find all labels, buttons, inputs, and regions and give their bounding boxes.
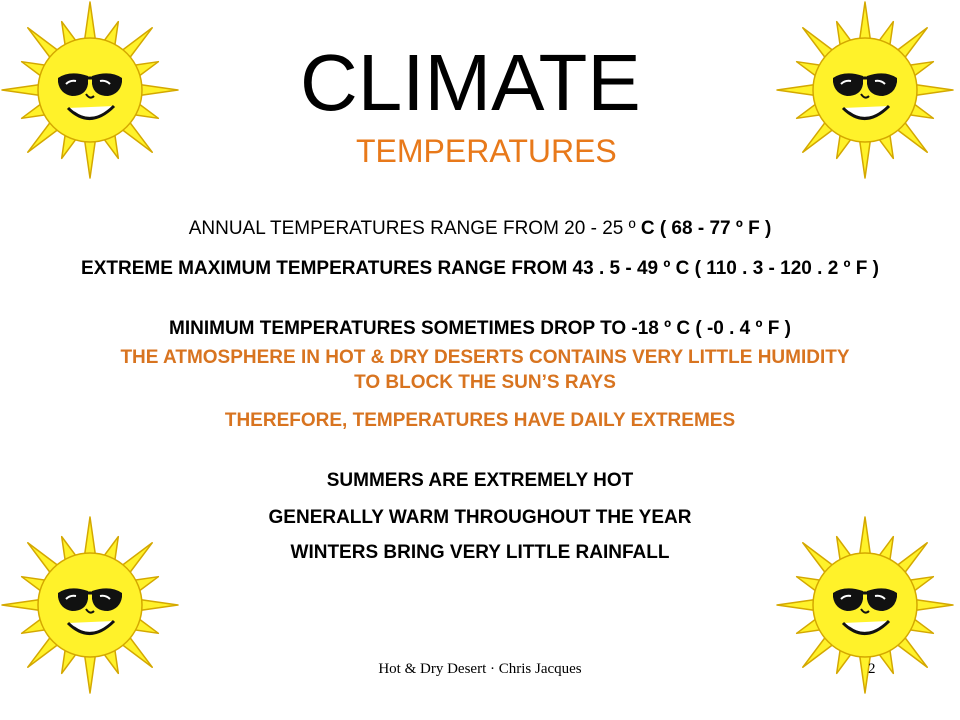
atmosphere-note: THE ATMOSPHERE IN HOT & DRY DESERTS CONTAINS VERY LITTLE HUMIDITY TO BLOCK THE SUN’S RAYS xyxy=(120,347,850,393)
daily-extremes-note: THEREFORE, TEMPERATURES HAVE DAILY EXTREMES xyxy=(224,410,736,431)
summer-line: SUMMERS ARE EXTREMELY HOT xyxy=(326,470,634,491)
slide-subtitle: TEMPERATURES xyxy=(356,133,617,169)
page-number: 2 xyxy=(868,661,876,677)
slide-title: CLIMATE xyxy=(300,38,641,127)
sun-with-sunglasses-icon xyxy=(775,0,955,180)
annual-temperature-fahrenheit: C ( 68 - 77 º F ) xyxy=(640,218,772,239)
extreme-maximum-line: EXTREME MAXIMUM TEMPERATURES RANGE FROM 43 . 5 - 49 º C ( 110 . 3 - 120 . 2 º F ) xyxy=(81,258,879,279)
sun-with-sunglasses-icon xyxy=(0,0,180,180)
annual-temperature-text: ANNUAL TEMPERATURES RANGE FROM 20 - 25 º xyxy=(188,218,641,239)
annual-temperature-line xyxy=(0,216,960,241)
year-line: GENERALLY WARM THROUGHOUT THE YEAR xyxy=(268,507,692,528)
winter-line: WINTERS BRING VERY LITTLE RAINFALL xyxy=(290,542,670,563)
slide-footer: Hot & Dry Desert · Chris Jacques xyxy=(378,661,582,677)
minimum-temperature-line: MINIMUM TEMPERATURES SOMETIMES DROP TO -18 º C ( -0 . 4 º F ) xyxy=(169,318,791,339)
